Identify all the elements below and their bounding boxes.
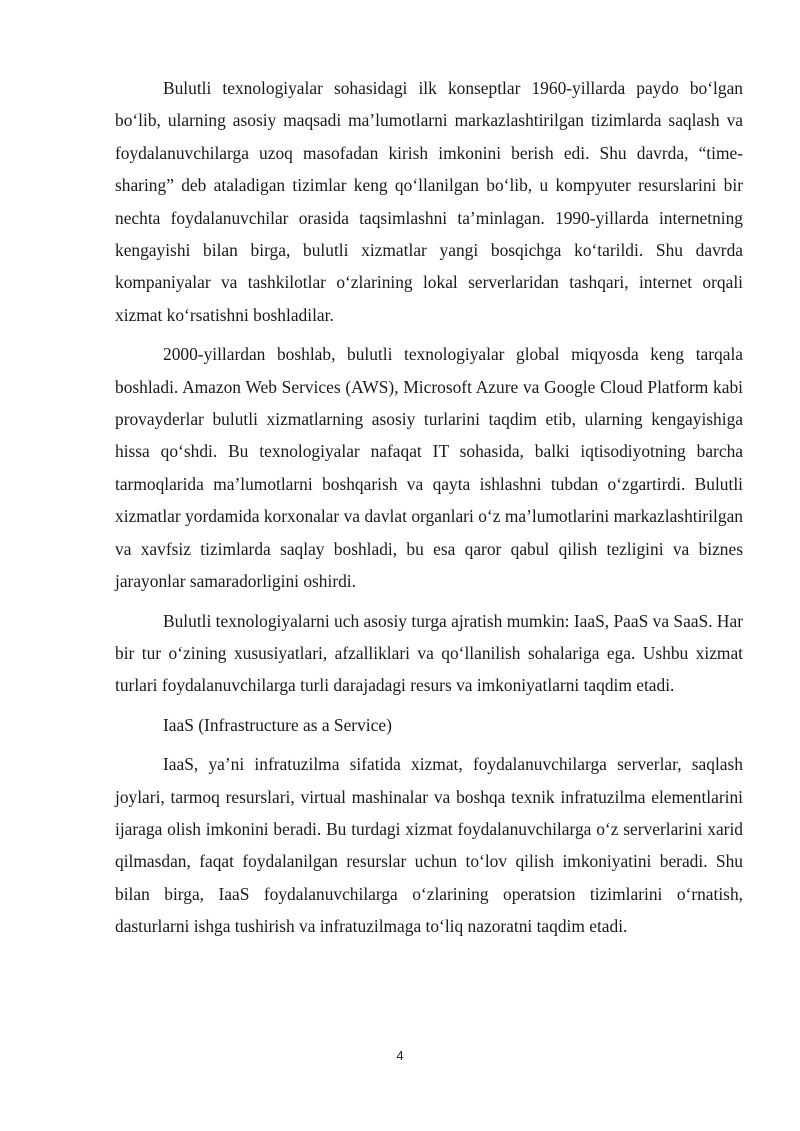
document-body (115, 72, 743, 950)
paragraph-iaas-description: IaaS, ya’ni infratuzilma sifatida xizmat, foydalanuvchilarga serverlar, saqlash joylari, tarmoq resurslari, virtual mashinalar va boshqa texnik infratuzilma elementlarini ijaraga olish imkonini beradi. Bu turdagi xizmat foydalanuvchilarga o‘z serverlarini xarid qilmasdan, faqat foydalanilgan resurslar uchun to‘lov qilish imkoniyatini beradi. Shu bilan birga, IaaS foydalanuvchilarga o‘zlarining operatsion tizimlarini o‘rnatish, dasturlarni ishga tushirish va infratuzilmaga to‘liq nazoratni taqdim etadi. (115, 754, 743, 937)
paragraph-cloud-global-spread: 2000-yillardan boshlab, bulutli texnologiyalar global miqyosda keng tarqala boshladi. Amazon Web Services (AWS), Microsoft Azure va Google Cloud Platform kabi provayderlar bulutli xizmatlarning asosiy turlarini taqdim etib, ularning kengayishiga hissa qo‘shdi. Bu texnologiyalar nafaqat IT sohasida, balki iqtisodiyotning barcha tarmoqlarida ma’lumotlarni boshqarish va qayta ishlashni tubdan o‘zgartirdi. Bulutli xizmatlar yordamida korxonalar va davlat organlari o‘z ma’lumotlarini markazlashtirilgan va xavfsiz tizimlarda saqlay boshladi, bu esa qaror qabul qilish tezligini va biznes jarayonlar samaradorligini oshirdi. (115, 344, 743, 592)
paragraph-cloud-history: Bulutli texnologiyalar sohasidagi ilk konseptlar 1960-yillarda paydo bo‘lgan bo‘lib, ularning asosiy maqsadi ma’lumotlarni markazlashtirilgan tizimlarda saqlash va foydalanuvchilarga uzoq masofadan kirish imkonini berish edi. Shu davrda, “time-sharing” deb ataladigan tizimlar keng qo‘llanilgan bo‘lib, u kompyuter resurslarini bir nechta foydalanuvchilar orasida taqsimlashni ta’minlagan. 1990-yillarda internetning kengayishi bilan birga, bulutli xizmatlar yangi bosqichga ko‘tarildi. Shu davrda kompaniyalar va tashkilotlar o‘zlarining lokal serverlaridan tashqari, internet orqali xizmat ko‘rsatishni boshladilar. (115, 78, 743, 325)
paragraph-cloud-types: Bulutli texnologiyalarni uch asosiy turga ajratish mumkin: IaaS, PaaS va SaaS. Har bir tur o‘zining xususiyatlari, afzalliklari va qo‘llanilish sohalariga ega. Ushbu xizmat turlari foydalanuvchilarga turli darajadagi resurs va imkoniyatlarni taqdim etadi. (115, 610, 743, 696)
page-number: 4 (396, 1048, 404, 1063)
section-heading-iaas: IaaS (Infrastructure as a Service) (163, 714, 392, 735)
